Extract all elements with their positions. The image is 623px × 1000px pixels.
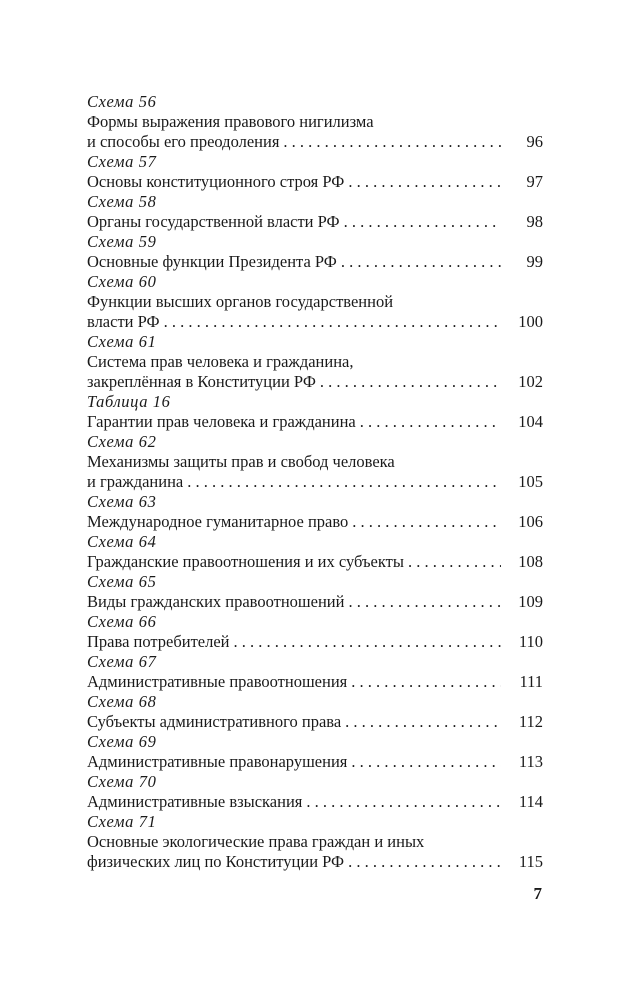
entry-page-number: 100 <box>518 312 543 331</box>
entry-title-last-line <box>87 672 543 692</box>
entry-title-text: Виды гражданских правоотношений <box>87 592 345 611</box>
entry-title-line <box>87 352 543 372</box>
entry-title-last-line <box>87 252 543 272</box>
entry-title-line <box>87 292 543 312</box>
toc-entry <box>87 192 543 232</box>
entry-title-last-line <box>87 412 543 432</box>
dot-leader <box>408 552 501 572</box>
entry-title-last-line <box>87 592 543 612</box>
toc-entry <box>87 692 543 732</box>
entry-title-last-line <box>87 132 543 152</box>
entry-label: Схема 60 <box>87 272 157 291</box>
dot-leader <box>306 792 501 812</box>
dot-leader <box>348 852 501 872</box>
entry-page-number: 110 <box>518 632 543 651</box>
entry-label: Схема 65 <box>87 572 157 591</box>
entry-title-last-line <box>87 792 543 812</box>
entry-title-last-line <box>87 552 543 572</box>
entry-label: Схема 66 <box>87 612 157 631</box>
entry-page-number: 115 <box>518 852 543 871</box>
entry-title-text: Основы конституционного строя РФ <box>87 172 345 191</box>
toc-entry <box>87 492 543 532</box>
toc-entry <box>87 272 543 332</box>
entry-page-number: 113 <box>518 752 543 771</box>
entry-title-last-line <box>87 852 543 872</box>
entry-page-number: 102 <box>518 372 543 391</box>
dot-leader <box>320 372 501 392</box>
dot-leader <box>344 212 501 232</box>
toc-entry <box>87 652 543 692</box>
entry-label: Схема 64 <box>87 532 157 551</box>
entry-title-text: Административные правоотношения <box>87 672 348 691</box>
entry-title-last-line <box>87 172 543 192</box>
entry-title-text: Гражданские правоотношения и их субъекты <box>87 552 404 571</box>
toc-entry <box>87 532 543 572</box>
entry-label: Таблица 16 <box>87 392 171 411</box>
entry-title-text: власти РФ <box>87 312 160 331</box>
entry-label: Схема 57 <box>87 152 157 171</box>
toc-entry <box>87 92 543 152</box>
toc-entry <box>87 152 543 192</box>
entry-title-last-line <box>87 632 543 652</box>
table-of-contents <box>87 92 543 872</box>
dot-leader <box>164 312 501 332</box>
entry-title-text: и способы его преодоления <box>87 132 280 151</box>
entry-title-text: Функции высших органов государственной <box>87 292 394 311</box>
dot-leader <box>351 672 501 692</box>
toc-entry <box>87 612 543 652</box>
dot-leader <box>348 592 501 612</box>
entry-title-line <box>87 112 543 132</box>
entry-label: Схема 69 <box>87 732 157 751</box>
entry-title-text: Органы государственной власти РФ <box>87 212 340 231</box>
entry-page-number: 108 <box>518 552 543 571</box>
toc-entry <box>87 772 543 812</box>
toc-entry <box>87 432 543 492</box>
entry-title-text: и гражданина <box>87 472 184 491</box>
entry-page-number: 111 <box>519 672 543 691</box>
entry-label: Схема 59 <box>87 232 157 251</box>
entry-page-number: 114 <box>518 792 543 811</box>
entry-title-text: Основные экологические права граждан и иных <box>87 832 425 851</box>
entry-title-text: Основные функции Президента РФ <box>87 252 337 271</box>
entry-title-last-line <box>87 712 543 732</box>
entry-label: Схема 61 <box>87 332 157 351</box>
toc-entry <box>87 392 543 432</box>
entry-title-text: Субъекты административного права <box>87 712 342 731</box>
dot-leader <box>341 252 501 272</box>
toc-entry <box>87 572 543 612</box>
entry-title-last-line <box>87 752 543 772</box>
entry-page-number: 98 <box>526 212 543 231</box>
entry-title-text: Механизмы защиты прав и свобод человека <box>87 452 395 471</box>
toc-entry <box>87 332 543 392</box>
dot-leader <box>187 472 501 492</box>
entry-title-last-line <box>87 512 543 532</box>
entry-title-text: Система прав человека и гражданина, <box>87 352 354 371</box>
dot-leader <box>351 752 501 772</box>
toc-entry <box>87 732 543 772</box>
entry-title-line <box>87 832 543 852</box>
entry-title-text: Формы выражения правового нигилизма <box>87 112 374 131</box>
entry-page-number: 99 <box>526 252 543 271</box>
entry-label: Схема 68 <box>87 692 157 711</box>
entry-title-line <box>87 452 543 472</box>
dot-leader <box>352 512 501 532</box>
entry-page-number: 96 <box>526 132 543 151</box>
toc-entry <box>87 812 543 872</box>
dot-leader <box>360 412 501 432</box>
entry-page-number: 112 <box>518 712 543 731</box>
dot-leader <box>345 712 501 732</box>
dot-leader <box>234 632 501 652</box>
entry-page-number: 105 <box>518 472 543 491</box>
entry-label: Схема 62 <box>87 432 157 451</box>
entry-title-text: Административные правонарушения <box>87 752 348 771</box>
entry-label: Схема 67 <box>87 652 157 671</box>
entry-title-last-line <box>87 312 543 332</box>
entry-page-number: 109 <box>518 592 543 611</box>
entry-page-number: 104 <box>518 412 543 431</box>
entry-title-last-line <box>87 372 543 392</box>
entry-page-number: 106 <box>518 512 543 531</box>
entry-title-text: Административные взыскания <box>87 792 303 811</box>
entry-title-text: Международное гуманитарное право <box>87 512 349 531</box>
entry-label: Схема 58 <box>87 192 157 211</box>
entry-title-text: закреплённая в Конституции РФ <box>87 372 316 391</box>
dot-leader <box>283 132 501 152</box>
entry-label: Схема 63 <box>87 492 157 511</box>
entry-title-text: Гарантии прав человека и гражданина <box>87 412 356 431</box>
entry-title-last-line <box>87 212 543 232</box>
entry-label: Схема 70 <box>87 772 157 791</box>
page-number: 7 <box>533 884 542 903</box>
entry-label: Схема 56 <box>87 92 157 111</box>
entry-page-number: 97 <box>526 172 543 191</box>
entry-title-text: физических лиц по Конституции РФ <box>87 852 345 871</box>
entry-label: Схема 71 <box>87 812 157 831</box>
entry-title-last-line <box>87 472 543 492</box>
toc-entry <box>87 232 543 272</box>
dot-leader <box>348 172 501 192</box>
entry-title-text: Права потребителей <box>87 632 230 651</box>
